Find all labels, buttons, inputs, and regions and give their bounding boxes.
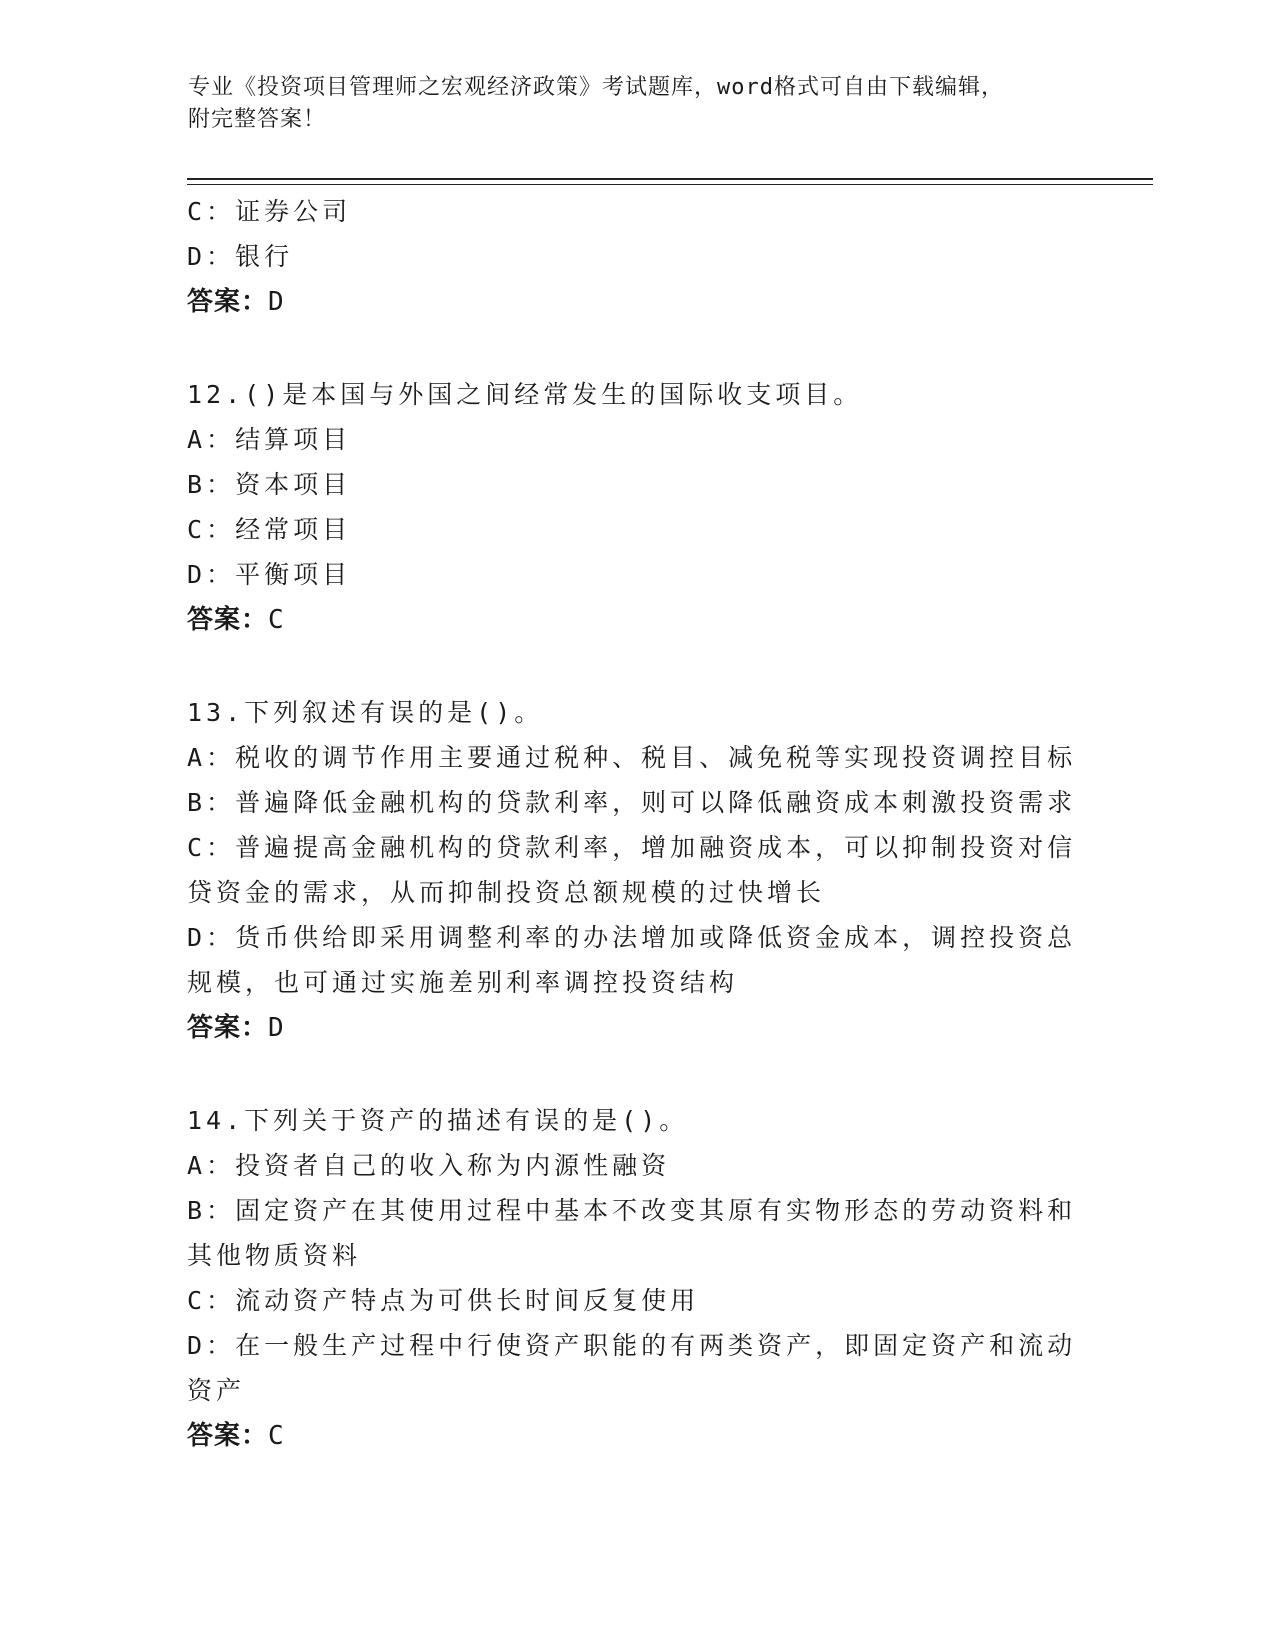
answer-prefix: 答案： (187, 1421, 269, 1451)
answer-value: D (268, 287, 284, 317)
option-label: D： (187, 1331, 236, 1360)
answer-value: D (268, 1013, 284, 1043)
spacer (187, 325, 1077, 372)
option-b (187, 462, 1077, 507)
option-d (187, 915, 1077, 1005)
option-label: B： (187, 1196, 236, 1225)
option-label: C： (187, 1286, 236, 1315)
answer-line (187, 1413, 1077, 1459)
option-label: D： (187, 242, 236, 271)
answer-value: C (268, 605, 284, 635)
option-c (187, 1278, 1077, 1323)
header-line-2: 附完整答案！ (188, 107, 327, 132)
question-list (187, 189, 1077, 1459)
option-text: 货币供给即采用调整利率的办法增加或降低资金成本，调控投资总规模，也可通过实施差别利率调控投资结构 (187, 923, 1077, 997)
answer-line (187, 1005, 1077, 1051)
option-text: 税收的调节作用主要通过税种、税目、减免税等实现投资调控目标 (235, 743, 1077, 772)
option-b (187, 780, 1077, 825)
option-d (187, 234, 1077, 279)
header-line-1: 专业《投资项目管理师之宏观经济政策》考试题库，word格式可自由下载编辑， (188, 75, 1004, 100)
question-stem: 13.下列叙述有误的是()。 (187, 698, 544, 727)
answer-line (187, 279, 1077, 325)
option-c (187, 507, 1077, 552)
option-text: 证券公司 (235, 197, 352, 226)
answer-line (187, 597, 1077, 643)
option-text: 经常项目 (235, 515, 352, 544)
answer-value: C (268, 1421, 284, 1451)
option-b (187, 1188, 1077, 1278)
option-text: 平衡项目 (235, 560, 352, 589)
option-label: C： (187, 515, 236, 544)
spacer (187, 643, 1077, 690)
option-label: B： (187, 788, 236, 817)
option-text: 结算项目 (235, 425, 352, 454)
option-c (187, 825, 1077, 915)
option-text: 银行 (235, 242, 294, 271)
question-stem: 12.()是本国与外国之间经常发生的国际收支项目。 (187, 380, 863, 409)
option-a (187, 735, 1077, 780)
option-text: 在一般生产过程中行使资产职能的有两类资产，即固定资产和流动资产 (187, 1331, 1077, 1405)
answer-prefix: 答案： (187, 287, 269, 317)
option-label: C： (187, 197, 236, 226)
option-label: A： (187, 1151, 236, 1180)
question-stem: 14.下列关于资产的描述有误的是()。 (187, 1106, 689, 1135)
option-label: D： (187, 560, 236, 589)
question-13 (187, 690, 1077, 1051)
answer-prefix: 答案： (187, 1013, 269, 1043)
option-text: 投资者自己的收入称为内源性融资 (235, 1151, 671, 1180)
header-divider (187, 178, 1153, 185)
option-label: A： (187, 425, 236, 454)
option-a (187, 417, 1077, 462)
option-text: 普遍降低金融机构的贷款利率，则可以降低融资成本刺激投资需求 (235, 788, 1077, 817)
option-d (187, 552, 1077, 597)
option-text: 流动资产特点为可供长时间反复使用 (235, 1286, 700, 1315)
answer-prefix: 答案： (187, 605, 269, 635)
option-c (187, 189, 1077, 234)
spacer (187, 1051, 1077, 1098)
question-14 (187, 1098, 1077, 1459)
option-text: 资本项目 (235, 470, 352, 499)
option-a (187, 1143, 1077, 1188)
option-text: 普遍提高金融机构的贷款利率，增加融资成本，可以抑制投资对信贷资金的需求，从而抑制投资总额规模的过快增长 (187, 833, 1077, 907)
question-12 (187, 372, 1077, 643)
option-label: A： (187, 743, 236, 772)
document-header (188, 72, 1088, 136)
option-label: D： (187, 923, 236, 952)
option-text: 固定资产在其使用过程中基本不改变其原有实物形态的劳动资料和其他物质资料 (187, 1196, 1077, 1270)
option-label: B： (187, 470, 236, 499)
option-label: C： (187, 833, 236, 862)
question-fragment (187, 189, 1077, 325)
option-d (187, 1323, 1077, 1413)
